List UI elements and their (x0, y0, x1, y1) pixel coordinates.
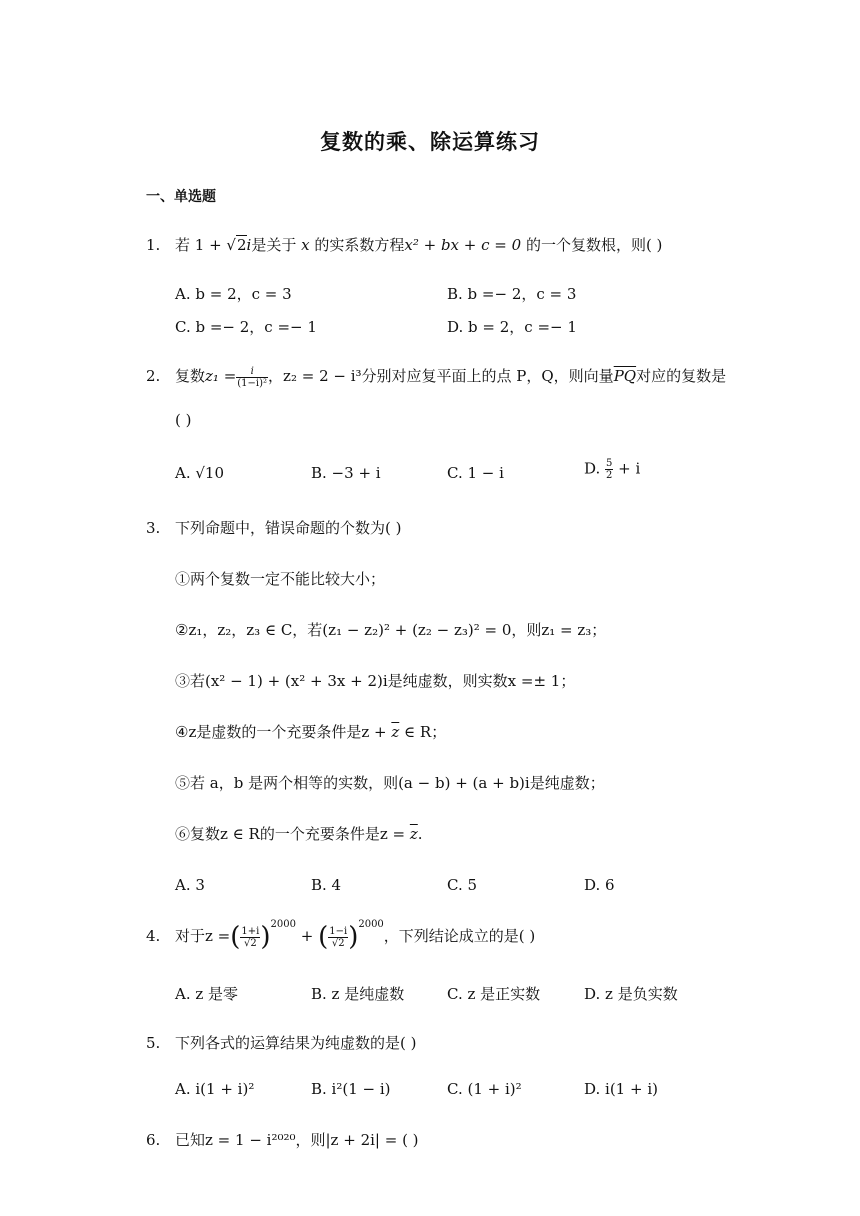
question-number: 3. (146, 519, 161, 537)
q1-text-pre: 若 1 + (175, 236, 227, 254)
question-4: 4. 对于z =( $\frac{1+i}{√2}$ )$^{2000}$ + ( $\frac{1-i}{√2}$ )$^{2000}$，下列结论成立的是( ) (146, 919, 536, 952)
statement-3: ③若(x² − 1) + (x² + 3x + 2)i是纯虚数，则实数x =± 1； (175, 672, 576, 690)
question-number: 6. (146, 1131, 161, 1149)
option-c: C. 1 − i (447, 464, 504, 482)
option-c: C. 5 (447, 876, 478, 894)
sqrt-expression: √2 (226, 236, 247, 254)
question-number: 1. (146, 236, 161, 254)
q2-continuation: ( ) (175, 411, 192, 429)
option-a: A. √10 (175, 464, 225, 482)
question-2 (146, 365, 726, 389)
option-b: B. i²(1 − i) (311, 1080, 391, 1098)
q1-equation: x² + bx + c = 0 (404, 236, 522, 254)
statement-2: ②z₁，z₂，z₃ ∈ C，若(z₁ − z₂)² + (z₂ − z₃)² = 0，则z₁ = z₃； (175, 621, 607, 639)
statement-5: ⑤若 a，b 是两个相等的实数，则(a − b) + (a + b)i是纯虚数； (175, 774, 605, 792)
question-1: 1. 若 1 + √2i是关于 x 的实系数方程x² + bx + c = 0 的一个复数根，则( ) (146, 236, 663, 254)
q1-text-mid: 是关于 (251, 236, 302, 254)
question-6 (146, 1129, 419, 1150)
q2-text-pre: 复数 (175, 367, 206, 385)
statement-6: ⑥复数z ∈ R的一个充要条件是$z = \overline{z}$. (175, 825, 423, 843)
q2-fraction: $\frac{i}{\text{(1−i)²}}$ (237, 365, 268, 389)
q6-stem: 已知z = 1 − i²⁰²⁰，则|z + 2i| = ( ) (175, 1131, 419, 1149)
question-5 (146, 1032, 416, 1053)
q4-text-pre: 对于z = (175, 927, 231, 945)
option-d: D. b = 2，c =− 1 (447, 318, 577, 336)
q2-text-mid: ，z₂ = 2 − i³分别对应复平面上的点 P，Q，则向量 (268, 367, 614, 385)
option-c: C. b =− 2，c =− 1 (175, 318, 317, 336)
q2-z1: z₁ = (205, 367, 237, 385)
option-a: A. i(1 + i)² (175, 1080, 255, 1098)
q5-stem: 下列各式的运算结果为纯虚数的是( ) (175, 1034, 417, 1052)
statement-1: ①两个复数一定不能比较大小； (175, 570, 386, 588)
option-a: A. 3 (175, 876, 205, 894)
q4-fraction-2: $\frac{1-i}{√2}$ (329, 925, 348, 949)
section-heading: 一、单选题 (146, 189, 216, 205)
q1-text-post: 的一个复数根，则( ) (521, 236, 663, 254)
question-number: 2. (146, 367, 161, 385)
option-d: D. i(1 + i) (584, 1080, 658, 1098)
question-number: 5. (146, 1034, 161, 1052)
option-d: D. 6 (584, 876, 615, 894)
option-d: D. $\frac{5}{2}$ + i (584, 458, 641, 481)
question-number: 4. (146, 927, 161, 945)
q3-stem: 下列命题中，错误命题的个数为( ) (175, 519, 402, 537)
q4-text-post: ，下列结论成立的是( ) (383, 927, 536, 945)
q1-text-mid2: 的实系数方程 (309, 236, 405, 254)
option-b: B. z 是纯虚数 (311, 985, 405, 1003)
q4-fraction-1: $\frac{1+i}{√2}$ (241, 925, 260, 949)
option-b: B. b =− 2，c = 3 (447, 285, 577, 303)
option-b: B. −3 + i (311, 464, 381, 482)
option-b: B. 4 (311, 876, 342, 894)
q2-vector-pq: $\overline{PQ}$ (613, 367, 637, 385)
statement-4: ④z是虚数的一个充要条件是$z + \overline{z}$ ∈ R； (175, 723, 447, 741)
option-a: A. b = 2，c = 3 (175, 285, 292, 303)
option-a: A. z 是零 (175, 985, 239, 1003)
question-3 (146, 517, 401, 538)
option-c: C. z 是正实数 (447, 985, 541, 1003)
q1-var-x: x (301, 236, 310, 254)
q2-text-post: 对应的复数是 (636, 367, 727, 385)
option-d: D. z 是负实数 (584, 985, 678, 1003)
option-c: C. (1 + i)² (447, 1080, 522, 1098)
page-title: 复数的乘、除运算练习 (320, 130, 540, 154)
